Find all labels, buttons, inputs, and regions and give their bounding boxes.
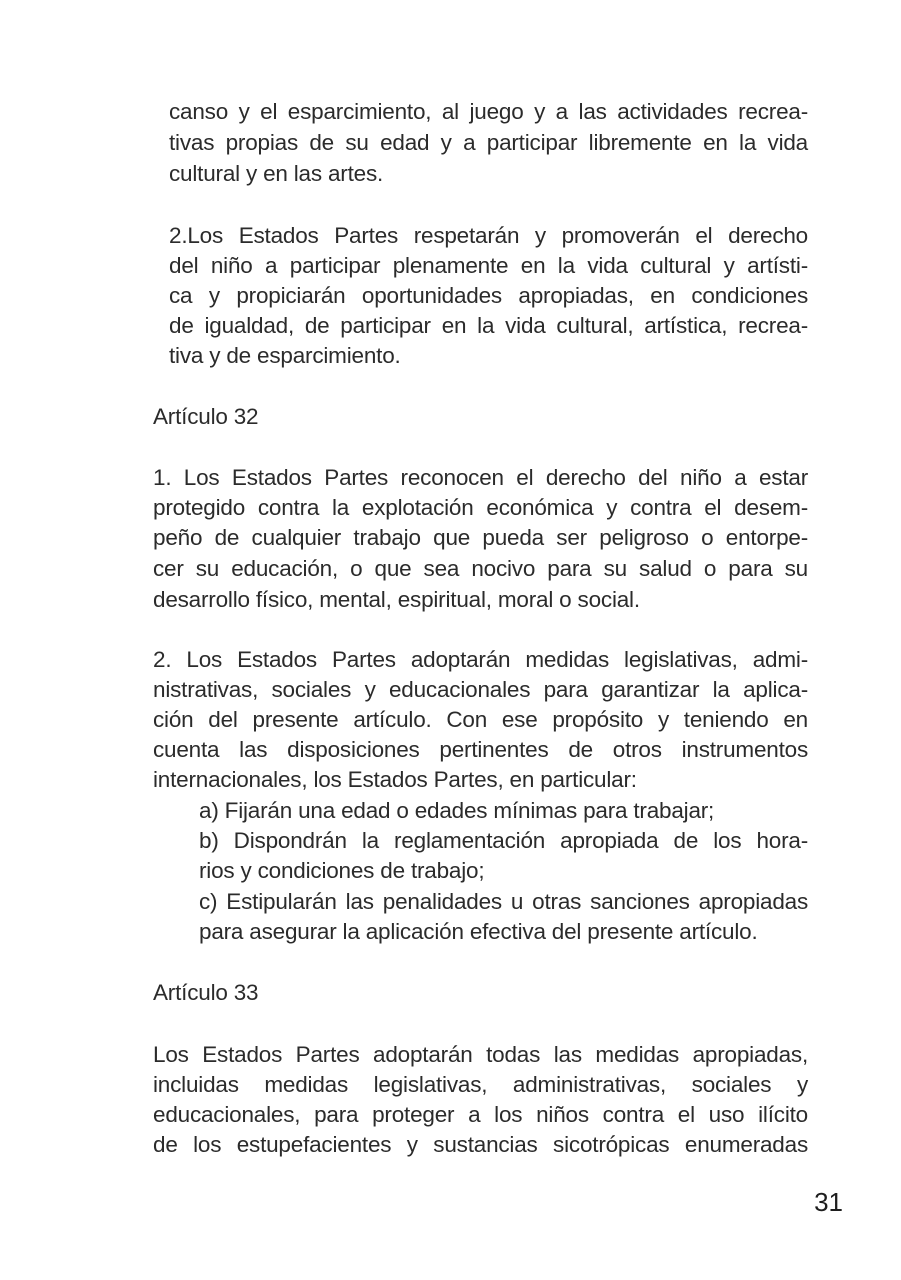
text-line: canso y el esparcimiento, al juego y a las actividades recrea-	[169, 99, 808, 124]
article-33-heading: Artículo 33	[153, 980, 259, 1005]
text-line: ca y propiciarán oportunidades apropiadas, en condiciones	[169, 283, 808, 308]
text-line: de igualdad, de participar en la vida cultural, artística, recrea-	[169, 313, 808, 338]
text-line: protegido contra la explotación económica y contra el desem-	[153, 495, 808, 520]
article-32-heading: Artículo 32	[153, 404, 259, 429]
text-line: cer su educación, o que sea nocivo para su salud o para su	[153, 556, 808, 581]
text-line: ción del presente artículo. Con ese propósito y teniendo en	[153, 707, 808, 732]
text-line: peño de cualquier trabajo que pueda ser peligroso o entorpe-	[153, 525, 808, 550]
text-line: desarrollo físico, mental, espiritual, moral o social.	[153, 587, 640, 612]
text-line: tiva y de esparcimiento.	[169, 343, 401, 368]
text-line: incluidas medidas legislativas, administrativas, sociales y	[153, 1072, 808, 1097]
list-item-b-cont: rios y condiciones de trabajo;	[199, 858, 485, 883]
text-line: 2.Los Estados Partes respetarán y promoverán el derecho	[169, 223, 808, 248]
text-line: 1. Los Estados Partes reconocen el derecho del niño a estar	[153, 465, 808, 490]
text-line: internacionales, los Estados Partes, en particular:	[153, 767, 637, 792]
list-item-c: c) Estipularán las penalidades u otras sanciones apropiadas	[199, 889, 808, 914]
text-line: nistrativas, sociales y educacionales para garantizar la aplica-	[153, 677, 808, 702]
list-item-a: a) Fijarán una edad o edades mínimas para trabajar;	[199, 798, 715, 823]
text-line: cuenta las disposiciones pertinentes de otros instrumentos	[153, 737, 808, 762]
text-line: tivas propias de su edad y a participar libremente en la vida	[169, 130, 808, 155]
text-line: cultural y en las artes.	[169, 161, 384, 186]
list-item-c-cont: para asegurar la aplicación efectiva del presente artículo.	[199, 919, 758, 944]
text-line: 2. Los Estados Partes adoptarán medidas legislativas, admi-	[153, 647, 808, 672]
text-line: del niño a participar plenamente en la vida cultural y artísti-	[169, 253, 808, 278]
text-line: Los Estados Partes adoptarán todas las medidas apropiadas,	[153, 1042, 808, 1067]
text-line: de los estupefacientes y sustancias sicotrópicas enumeradas	[153, 1132, 808, 1157]
page-number: 31	[814, 1187, 843, 1217]
list-item-b: b) Dispondrán la reglamentación apropiada de los hora-	[199, 828, 808, 853]
text-line: educacionales, para proteger a los niños contra el uso ilícito	[153, 1102, 808, 1127]
